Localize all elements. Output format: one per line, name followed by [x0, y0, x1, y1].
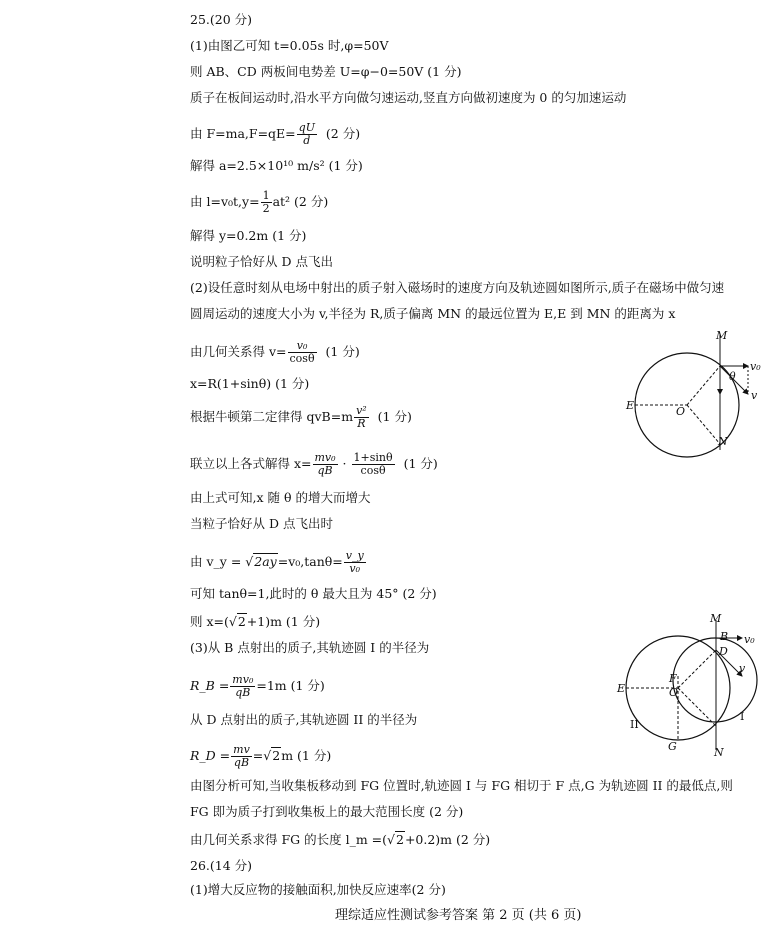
q25-line-9: (2)设任意时刻从电场中射出的质子射入磁场时的速度方向及轨迹圆如图所示,质子在磁场中做匀速 — [190, 280, 725, 295]
q25-line-8: 说明粒子恰好从 D 点飞出 — [190, 254, 333, 269]
q25-line-21: R_B = $\frac{\text{mv₀}}{qB}$ =1m (1 分) — [190, 673, 325, 699]
page-footer: 理综适应性测试参考答案 第 2 页 (共 6 页) — [335, 908, 582, 923]
q25-line-3: 质子在板间运动时,沿水平方向做匀速运动,竖直方向做初速度为 0 的匀加速运动 — [190, 90, 627, 105]
label-v0: v₀ — [744, 633, 755, 646]
q25-line-22: 从 D 点射出的质子,其轨迹圆 II 的半径为 — [190, 712, 418, 727]
q25-line-23: R_D = $\frac{mv}{qB}$ =√2m (1 分) — [190, 743, 332, 769]
label-E: E — [617, 682, 626, 695]
label-M: M — [716, 329, 728, 342]
q25-line-13: 根据牛顿第二定律得 qvB=m $\frac{\text{v²}}{R}$ (1 分) — [190, 404, 412, 430]
label-I: I — [740, 710, 745, 723]
trajectory-figure-1 — [610, 325, 770, 460]
label-N: N — [718, 435, 728, 448]
q25-line-17: 由 v_y = √2ay=v₀,tanθ= $\frac{v\_y}{\text{v₀}}$ — [190, 549, 364, 575]
label-theta: θ — [729, 370, 736, 383]
q25-line-26: 由几何关系求得 FG 的长度 l_m =(√2+0.2)m (2 分) — [190, 832, 491, 847]
label-v: v — [751, 389, 758, 402]
q25-line-10: 圆周运动的速度大小为 v,半径为 R,质子偏离 MN 的最远位置为 E,E 到 MN 的距离为 x — [190, 306, 676, 321]
label-B: B — [720, 630, 729, 643]
q25-line-2: 则 AB、CD 两板间电势差 U=φ−0=50V (1 分) — [190, 64, 462, 79]
q25-line-7: 解得 y=0.2m (1 分) — [190, 228, 307, 243]
q25-line-15: 由上式可知,x 随 θ 的增大而增大 — [190, 490, 371, 505]
q25-line-18: 可知 tanθ=1,此时的 θ 最大且为 45° (2 分) — [190, 586, 437, 601]
q25-line-4: 由 F=ma,F=qE= $\frac{qU}{d}$ (2 分) — [190, 121, 361, 147]
label-D: D — [719, 645, 728, 658]
label-O: O — [676, 405, 686, 418]
label-N: N — [714, 746, 724, 759]
label-G: G — [668, 740, 677, 753]
label-E: E — [626, 399, 635, 412]
q25-line-24: 由图分析可知,当收集板移动到 FG 位置时,轨迹圆 I 与 FG 相切于 F 点,G 为轨迹圆 II 的最低点,则 — [190, 778, 733, 793]
q25-line-6: 由 l=v₀t,y= $\frac{1}{2}$ at² (2 分) — [190, 189, 329, 215]
q26-header: 26.(14 分) — [190, 858, 253, 873]
q25-line-20: (3)从 B 点射出的质子,其轨迹圆 I 的半径为 — [190, 640, 430, 655]
q25-line-14: 联立以上各式解得 x= $\frac{\text{mv₀}}{qB}$ · $\frac{1+\sin\theta}{\cos\theta}$ (1 分) — [190, 451, 438, 477]
label-v0: v₀ — [750, 360, 761, 373]
q25-line-1: (1)由图乙可知 t=0.05s 时,φ=50V — [190, 38, 389, 53]
label-II: II — [630, 718, 639, 731]
q25-line-25: FG 即为质子打到收集板上的最大范围长度 (2 分) — [190, 804, 464, 819]
q25-line-16: 当粒子恰好从 D 点飞出时 — [190, 516, 333, 531]
trajectory-figure-2 — [610, 610, 770, 760]
q25-header: 25.(20 分) — [190, 12, 253, 27]
label-F: F — [669, 672, 677, 685]
label-O: O — [669, 686, 679, 699]
q25-line-5: 解得 a=2.5×10¹⁰ m/s² (1 分) — [190, 158, 363, 173]
q26-line-1: (1)增大反应物的接触面积,加快反应速率(2 分) — [190, 882, 446, 897]
q25-line-12: x=R(1+sinθ) (1 分) — [190, 376, 310, 391]
label-M: M — [710, 612, 722, 625]
q25-line-11: 由几何关系得 v= $\frac{\text{v₀}}{\cos\theta}$ (1 分) — [190, 339, 360, 365]
label-v: v — [739, 662, 746, 675]
q25-line-19: 则 x=(√2+1)m (1 分) — [190, 614, 321, 629]
